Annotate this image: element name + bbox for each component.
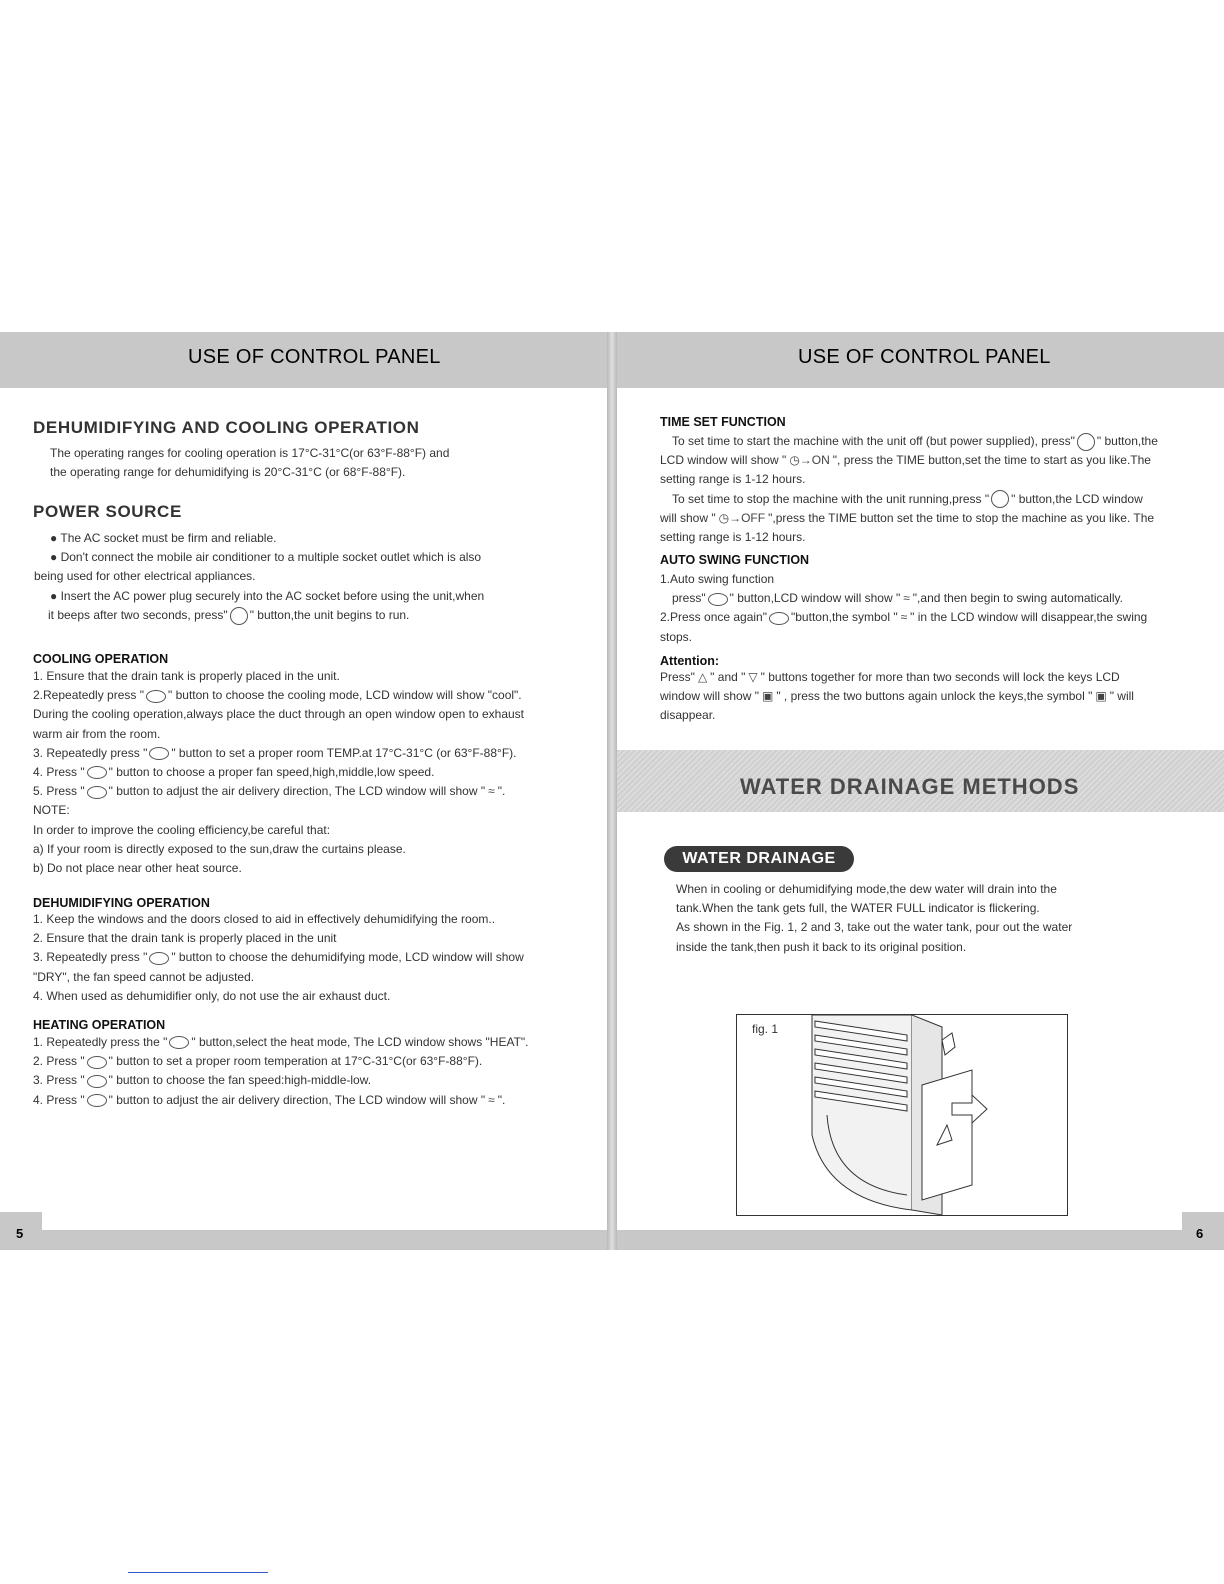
right-page-title: USE OF CONTROL PANEL <box>798 346 1051 368</box>
swing-symbol-icon: ≈ <box>488 784 495 799</box>
attention-text: Press" △ " and " ▽ " buttons together for more than two seconds will lock the keys LCD window will show " ▣ " , press the two buttons again unlock the keys,the symbol " ▣ " will disappear. <box>660 670 1134 723</box>
time-set-text: To set time to start the machine with the unit off (but power supplied), press" " button,the LCD window will show " ◷→ON ", press the TIME button,set the time to start as you like.The setting range is 1-12 hours. To set time to stop the machine with the unit running,press " " button,the LCD window will show " ◷→OFF ",press the TIME button set the time to stop the machine as you like. The setting range is 1-12 hours. <box>660 434 1158 545</box>
lock-icon: ▣ <box>761 689 774 704</box>
swing-button-icon <box>769 612 789 625</box>
swing-symbol-icon: ≈ <box>900 610 908 625</box>
power-source-heading: POWER SOURCE <box>33 502 182 521</box>
heating-text: 1. Repeatedly press the " " button,select the heat mode, The LCD window shows "HEAT". 2. Press " " button to set a proper room temperation at 17°C-31°C(or 63°F-88°F). 3. Press " " button to choose the fan speed:high-middle-low. 4. Press " " button to adjust the air delivery direction, The LCD window will show " ≈ ". <box>33 1033 529 1110</box>
swing-button-icon <box>87 1094 107 1107</box>
swing-button-icon <box>708 593 728 606</box>
heating-heading: HEATING OPERATION <box>33 1018 166 1032</box>
auto-swing-heading: AUTO SWING FUNCTION <box>660 553 810 567</box>
auto-swing-text: 1.Auto swing function press" " button,LCD window will show " ≈ ",and then begin to swing automatically. 2.Press once again" "button,the symbol " ≈ " in the LCD window will disappear,the swing stops. <box>660 572 1148 644</box>
down-arrow-icon: ▽ <box>748 670 758 684</box>
time-set-heading: TIME SET FUNCTION <box>660 415 786 429</box>
right-page-number: 6 <box>1196 1226 1204 1241</box>
left-footer-bar <box>42 1230 607 1250</box>
lock-icon: ▣ <box>1095 689 1107 704</box>
temp-icon <box>87 1056 107 1069</box>
mode-icon <box>149 952 169 965</box>
banner-title: WATER DRAINAGE METHODS <box>740 774 1080 799</box>
mode-icon <box>169 1036 189 1049</box>
right-footer-bar <box>617 1230 1182 1250</box>
temp-icon <box>149 747 169 760</box>
dehum-text: 1. Keep the windows and the doors closed to aid in effectively dehumidifying the room.. 2. Ensure that the drain tank is properly placed in the unit 3. Repeatedly press " " button to choose the dehumidifying mode, LCD window will show "DRY", the fan speed cannot be adjusted. 4. When used as dehumidifier only, do not use the air exhaust duct. <box>33 912 524 1003</box>
swing-button-icon <box>87 786 107 799</box>
swing-symbol-icon: ≈ <box>488 1092 495 1107</box>
swing-symbol-icon: ≈ <box>903 591 910 606</box>
left-page-title: USE OF CONTROL PANEL <box>188 346 441 368</box>
power-icon <box>230 607 248 625</box>
fan-speed-icon <box>87 766 107 779</box>
figure-1-label: fig. 1 <box>752 1022 779 1036</box>
left-page-number: 5 <box>16 1226 24 1241</box>
mode-icon <box>146 690 166 703</box>
fan-speed-icon <box>87 1075 107 1088</box>
cooling-heading: COOLING OPERATION <box>33 652 169 666</box>
up-arrow-icon: △ <box>697 670 708 684</box>
figure-1 <box>736 1014 1068 1216</box>
attention-heading: Attention: <box>660 654 720 668</box>
power-source-text: ● The AC socket must be firm and reliable. ● Don't connect the mobile air conditioner to a multiple socket outlet which is also being used for other electrical appliances. ● Insert the AC power plug securely into the AC socket before using the unit,when it beeps after two seconds, press" " button,the unit begins to run. <box>50 529 484 625</box>
dehum-heading: DEHUMIDIFYING OPERATION <box>33 896 210 910</box>
water-drainage-pill: WATER DRAINAGE <box>664 846 854 872</box>
drainage-text: When in cooling or dehumidifying mode,the dew water will drain into the tank.When the tank gets full, the WATER FULL indicator is flickering. As shown in the Fig. 1, 2 and 3, take out the water tank, pour out the water inside the tank,then push it back to its original position. <box>676 882 1073 954</box>
timer-on-symbol: ◷→ON <box>789 453 830 468</box>
timer-icon <box>1077 433 1095 451</box>
cooling-text: 1. Ensure that the drain tank is properly placed in the unit. 2.Repeatedly press " " button to choose the cooling mode, LCD window will show "cool". During the cooling operation,always place the duct through an open window open to exhaust warm air from the room. 3. Repeatedly press " " button to set a proper room TEMP.at 17°C-31°C (or 63°F-88°F). 4. Press " " button to choose a proper fan speed,high,middle,low speed. 5. Press " " button to adjust the air delivery direction, The LCD window will show " ≈ ". NOTE: In order to improve the cooling efficiency,be careful that: a) If your room is directly exposed to the sun,draw the curtains please. b) Do not place near other heat source. <box>33 669 524 876</box>
dehum-cool-heading: DEHUMIDIFYING AND COOLING OPERATION <box>33 418 420 437</box>
timer-icon <box>991 490 1009 508</box>
figure-1-illustration <box>737 1015 1067 1215</box>
timer-off-symbol: ◷→OFF <box>718 510 766 525</box>
dehum-cool-text: The operating ranges for cooling operation is 17°C-31°C(or 63°F-88°F) and the operating range for dehumidifying is 20°C-31°C (or 68°F-88°F). <box>50 446 450 480</box>
page-gutter <box>607 332 617 1250</box>
link-underline <box>128 1572 268 1573</box>
